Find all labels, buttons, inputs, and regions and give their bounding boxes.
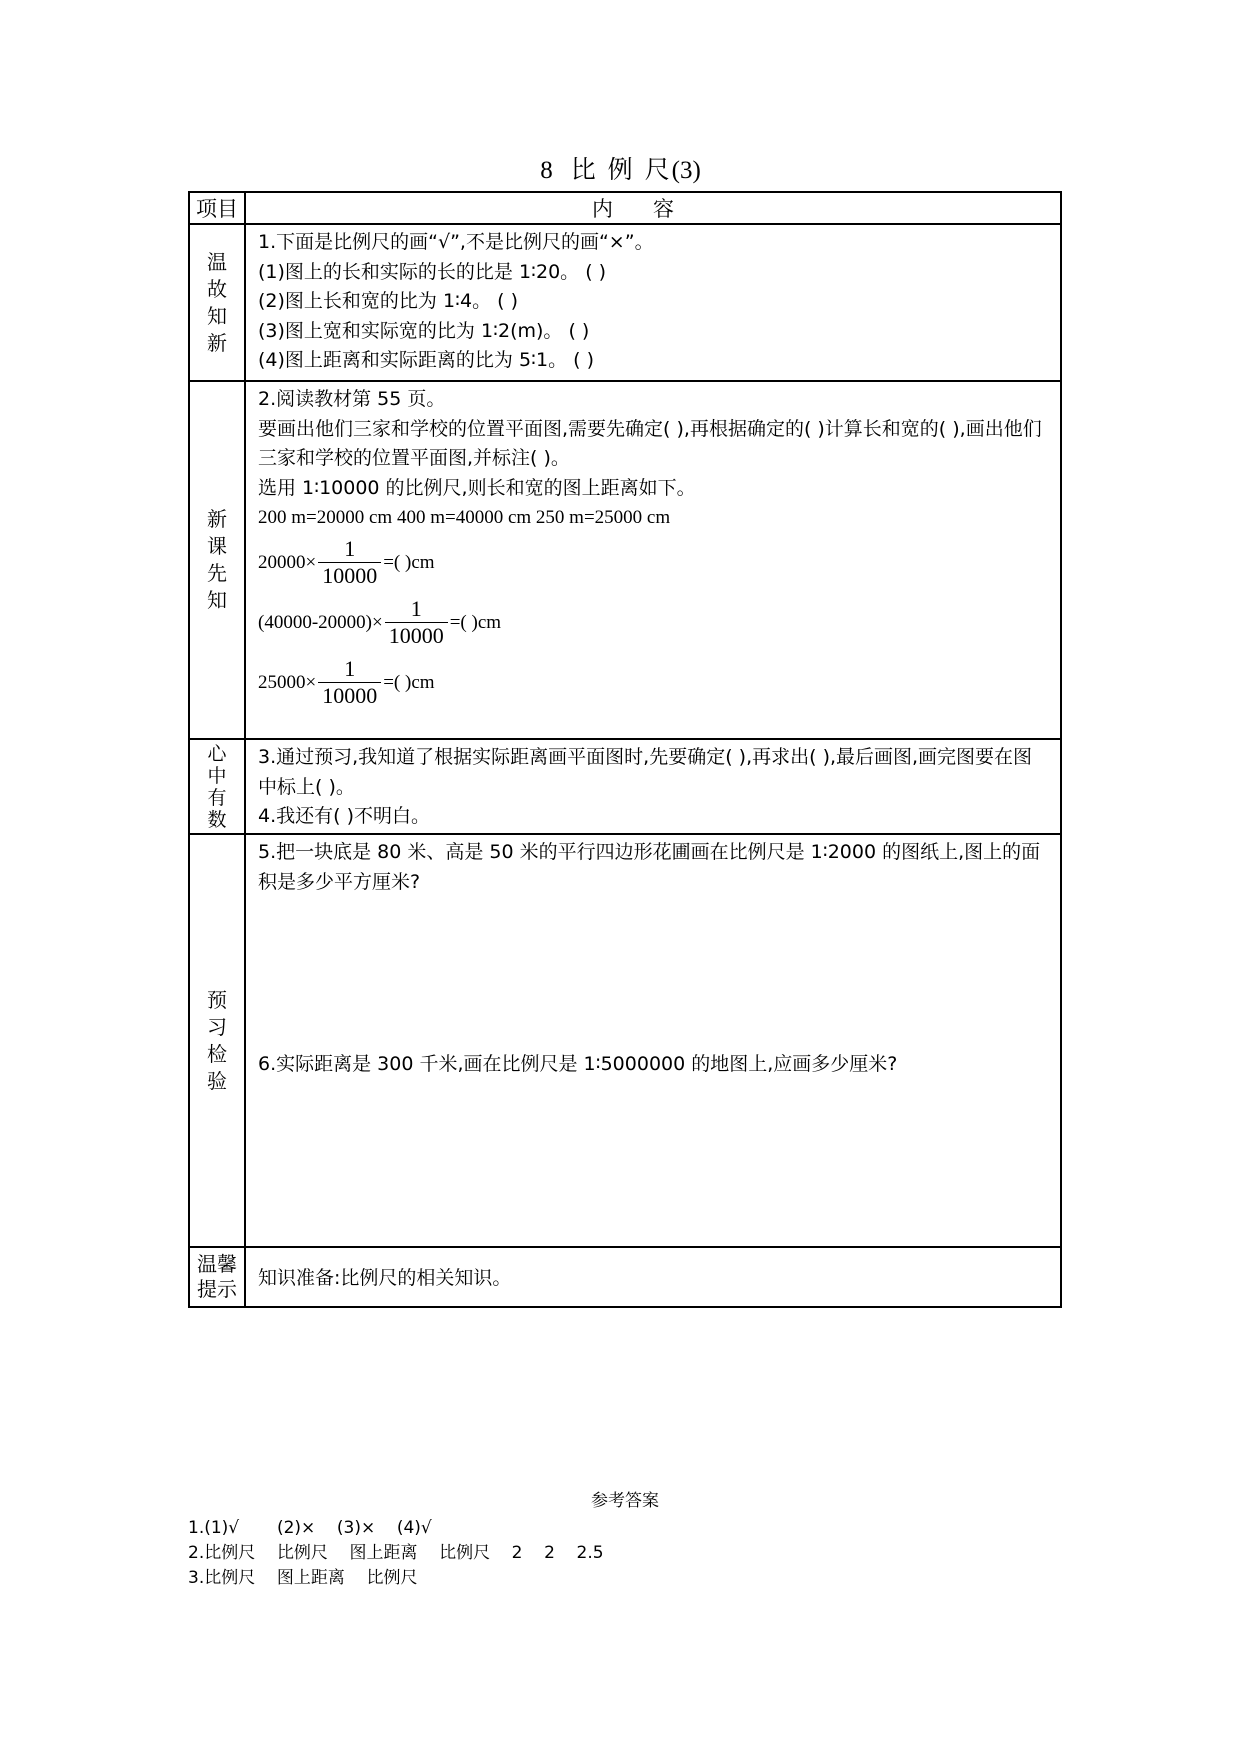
question-2: 2.阅读教材第 55 页。 [258,388,446,410]
fraction [318,536,381,589]
section-new-lesson [189,381,1061,739]
header-content: 内容 [245,192,1061,224]
label-char: 故 [207,276,227,301]
question-1-3[interactable]: (3)图上宽和实际宽的比为 1∶2(m)。 ( ) [258,319,590,342]
lesson-title: 比 例 尺 [570,155,672,184]
answer-line-3: 3.比例尺 图上距离 比例尺 [188,1568,418,1588]
label-word: 温馨 [197,1252,237,1276]
label-char: 先 [207,561,227,585]
section-review [189,224,1061,381]
label-word: 提示 [197,1277,237,1301]
answer-key-title: 参考答案 [591,1491,659,1511]
label-char: 验 [207,1068,227,1093]
section-content-tip [245,1247,1061,1307]
answer-line-2: 2.比例尺 比例尺 图上距离 比例尺 2 2 2.5 [188,1543,604,1563]
label-char: 有 [207,786,227,809]
formula-left: (40000-20000)× [258,611,383,633]
section-self-check [189,739,1061,834]
tip-text: 知识准备:比例尺的相关知识。 [258,1266,512,1289]
formula-right: =( )cm [383,551,435,573]
label-char: 中 [207,764,227,787]
question-4[interactable]: 4.我还有( )不明白。 [258,805,430,827]
label-char: 知 [207,303,227,328]
numerator: 1 [344,656,356,681]
formula-3[interactable] [258,653,1050,713]
question-1: 1.下面是比例尺的画“√”,不是比例尺的画“×”。 [258,231,654,253]
label-char: 心 [207,742,227,765]
question-1-4[interactable]: (4)图上距离和实际距离的比为 5∶1。 ( ) [258,349,594,371]
section-content-new-lesson [245,381,1061,739]
label-char: 习 [207,1014,227,1039]
section-label-review [189,224,245,381]
label-char: 课 [207,534,227,558]
section-content-preview-test [245,834,1061,1247]
answer-key [188,1486,1062,1591]
label-char: 温 [207,249,227,274]
unit-conversions: 200 m=20000 cm 400 m=40000 cm 250 m=25000 cm [258,507,671,528]
question-1-1[interactable]: (1)图上的长和实际的长的比是 1∶20。 ( ) [258,260,607,283]
worksheet-table [188,191,1062,1308]
label-char: 数 [207,808,227,831]
section-label-new-lesson [189,381,245,739]
section-tip [189,1247,1061,1307]
scale-choice-text: 选用 1∶10000 的比例尺,则长和宽的图上距离如下。 [258,476,696,499]
header-item: 项目 [189,192,245,224]
numerator: 1 [344,536,356,561]
denominator: 10000 [318,562,381,589]
formula-left: 25000× [258,671,317,693]
question-3[interactable]: 3.通过预习,我知道了根据实际距离画平面图时,先要确定( ),再求出( ),最后画图,画完图要在图中标上( )。 [258,746,1033,798]
label-char: 检 [207,1041,227,1066]
numerator: 1 [410,596,422,621]
formula-1[interactable] [258,533,1050,593]
question-1-2[interactable]: (2)图上长和宽的比为 1∶4。 ( ) [258,290,518,312]
header-row [189,192,1061,224]
section-content-review [245,224,1061,381]
lesson-number: 8 [540,157,555,184]
lesson-part: (3) [671,157,701,184]
formula-left: 20000× [258,551,317,573]
label-char: 新 [207,507,227,531]
label-char: 预 [207,987,227,1012]
question-6: 6.实际距离是 300 千米,画在比例尺是 1∶5000000 的地图上,应画多少厘米? [258,1053,898,1075]
page-title [0,154,1241,187]
question-2-prompt[interactable]: 要画出他们三家和学校的位置平面图,需要先确定( ),再根据确定的( )计算长和宽的( ),画出他们三家和学校的位置平面图,并标注( )。 [258,417,1042,469]
label-char: 新 [207,330,227,355]
denominator: 10000 [318,682,381,709]
answer-line-1: 1.(1)√ (2)× (3)× (4)√ [188,1518,432,1538]
section-label-self-check [189,739,245,834]
section-label-preview-test [189,834,245,1247]
section-content-self-check [245,739,1061,834]
question-5: 5.把一块底是 80 米、高是 50 米的平行四边形花圃画在比例尺是 1∶2000 的图纸上,图上的面积是多少平方厘米? [258,841,1041,893]
formula-2[interactable] [258,593,1050,653]
denominator: 10000 [385,622,448,649]
section-label-tip [189,1247,245,1307]
formula-right: =( )cm [449,611,502,633]
formula-right: =( )cm [383,671,435,693]
fraction [385,596,448,649]
label-char: 知 [207,588,227,612]
section-preview-test [189,834,1061,1247]
fraction [318,656,381,709]
